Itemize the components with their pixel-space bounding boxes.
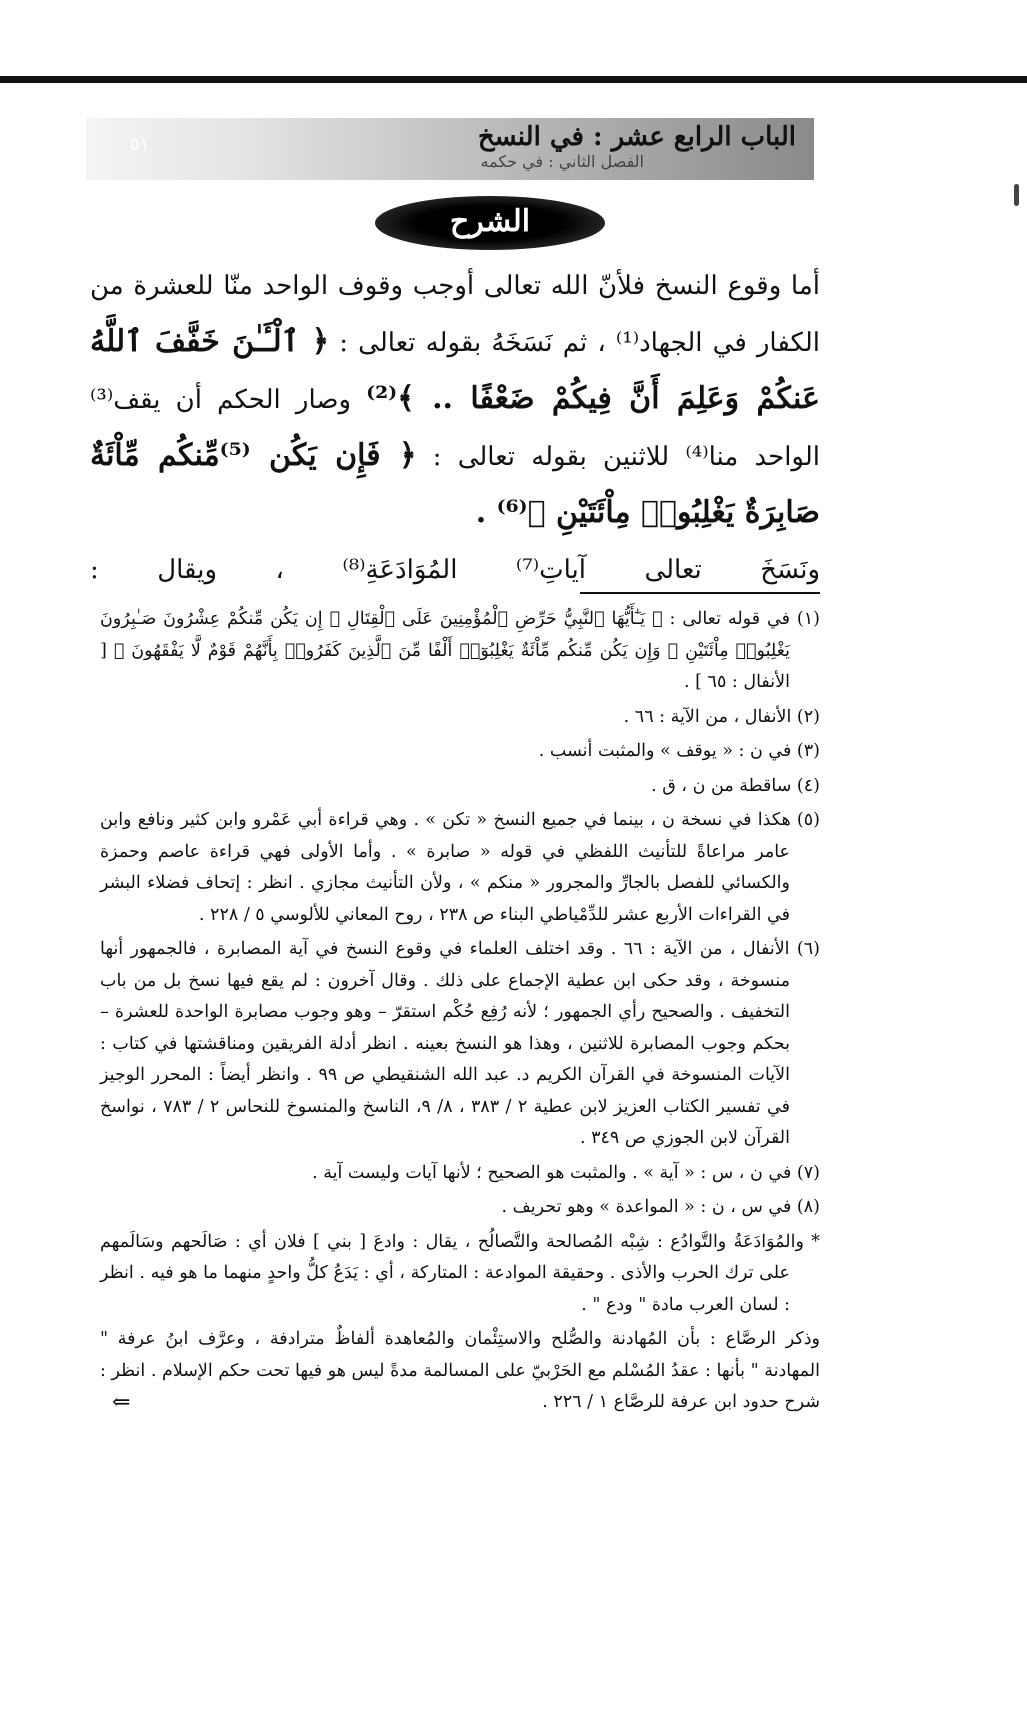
footnote-3: (٣) في ن : « يوقف » والمثبت أنسب . bbox=[538, 741, 820, 761]
continue-arrow-icon: ⇐ bbox=[112, 1390, 131, 1415]
section-title: الفصل الثاني : في حكمه bbox=[480, 152, 644, 171]
top-rule bbox=[0, 76, 1027, 83]
paragraph-1 bbox=[90, 258, 820, 542]
footnotes bbox=[100, 604, 820, 1422]
footnote-separator bbox=[580, 592, 820, 594]
footnote-8: (٨) في س ، ن : « المواعدة » وهو تحريف . bbox=[501, 1197, 820, 1217]
footnote-6: (٦) الأنفال ، من الآية : ٦٦ . وقد اختلف العلماء في وقوع النسخ في آية المصابرة ، فالجمهور أنها منسوخة ، وقد حكى ابن عطية الإجماع على ذلك . وقال آخرون : لم يقع فيها نسخ بل من باب التخفيف . والصحيح رأي الجمهور ؛ لأنه رُفِع حُكْم استقرّ – وهو وجوب مصابرة الواحدة للعشرة – بحكم وجوب المصابرة للاثنين ، وهذا هو النسخ بعينه . انظر أدلة الفريقين ومناقشتها في كتاب : الآيات المنسوخة في القرآن الكريم د. عبد الله الشنقيطي ص ٩٩ . وانظر أيضاً : المحرر الوجيز في تفسير الكتاب العزيز لابن عطية ٢ / ٣٨٣ ، ٨/ ٩، الناسخ والمنسوخ للنحاس ٢ / ٧٨٣ ، نواسخ القرآن لابن الجوزي ص ٣٤٩ . bbox=[100, 939, 820, 1148]
footnote-1: (١) في قوله تعالى : ﴿ يَـٰٓأَيُّهَا ٱلنَّبِيُّ حَرِّضِ ٱلْمُؤْمِنِينَ عَلَى ٱلْقِتَالِ ۚ إِن يَكُن مِّنكُمْ عِشْرُونَ صَـٰبِرُونَ يَغْلِبُوا۟ مِاْئَتَيْنِ ۚ وَإِن يَكُن مِّنكُم مِّاْئَةٌ يَغْلِبُوٓا۟ أَلْفًا مِّنَ ٱلَّذِينَ كَفَرُوا۟ بِأَنَّهُمْ قَوْمٌ لَّا يَفْقَهُونَ ﴾ [ الأنفال : ٦٥ ] . bbox=[100, 609, 820, 692]
paragraph-2-text: وصار الحكم أن يقف⁽³⁾ الواحد منا⁽⁴⁾ للاثنين بقوله تعالى : bbox=[90, 385, 820, 472]
main-commentary bbox=[90, 258, 820, 598]
footnote-5: (٥) هكذا في نسخة ن ، بينما في جميع النسخ « تكن » . وهي قراءة أبي عَمْرو وابن كثير ونافع وابن عامر مراعاةً للتأنيث اللفظي في قوله « صابرة » . وأما الأولى فهي قراءة عاصم وحمزة والكسائي للفصل بالجارِّ والمجرور « منكم » ، ولأن التأنيث مجازي . انظر : إتحاف فضلاء البشر في القراءات الأربع عشر للدِّمْياطي البناء ص ٢٣٨ ، روح المعاني للألوسي ٥ / ٢٢٨ . bbox=[100, 810, 820, 925]
footnote-rassa: وذكر الرصَّاع : بأن المُهادنة والصُّلح والاستِئْمان والمُعاهدة ألفاظٌ مترادفة ، وعرَّف ابنُ عرفة " المهادنة " بأنها : عقدُ المُسْلم مع الحَرْبيّ على المسالمة مدةً ليس هو فيها تحت حكم الإسلام . انظر : شرح حدود ابن عرفة للرصَّاع ١ / ٢٢٦ . bbox=[100, 1329, 820, 1412]
chapter-title: الباب الرابع عشر : في النسخ bbox=[477, 122, 796, 152]
footnote-4: (٤) ساقطة من ن ، ق . bbox=[651, 775, 820, 796]
running-header bbox=[86, 118, 814, 180]
page-number: ٥١ bbox=[130, 134, 150, 155]
footnote-7: (٧) في ن ، س : « آية » . والمثبت هو الصحيح ؛ لأنها آيات وليست آية . bbox=[312, 1162, 820, 1183]
footnote-2: (٢) الأنفال ، من الآية : ٦٦ . bbox=[623, 706, 820, 727]
footnote-star-mowada: * والمُوَادَعَةُ والتَّوادُع : شِبْه المُصالحة والتَّصالُح ، يقال : وادعَ [ بني ] فلان أي : صَالَحهم وسَالَمهم على ترك الحرب والأذى . وحقيقة الموادعة : المتاركة ، أي : يَدَعُ كلُّ واحدٍ منهما ما هو فيه . انظر : لسان العرب مادة " ودع " . bbox=[100, 1231, 820, 1315]
paragraph-3: ونَسَخَ تعالى آياتِ⁽⁷⁾ المُوَادَعَةِ⁽⁸⁾ ، ويقال : bbox=[90, 555, 820, 585]
quran-verse-1: ﴿ ٱلْـَٔـٰنَ خَفَّفَ ٱللَّهُ عَنكُمْ وَعَلِمَ أَنَّ فِيكُمْ ضَعْفًا .. ﴾⁽²⁾ bbox=[90, 324, 820, 416]
paragraph-1-text: أما وقوع النسخ فلأنّ الله تعالى أوجب وقوف الواحد منّا للعشرة من الكفار في الجهاد⁽¹⁾ ، ثم نَسَخَهُ بقوله تعالى : bbox=[90, 271, 821, 358]
quran-verse-2: ﴿ فَإِن يَكُن ⁽⁵⁾مِّنكُم مِّاْئَةٌ صَابِرَةٌ يَغْلِبُوا۟ مِاْئَتَيْنِ ﴾⁽⁶⁾ . bbox=[90, 438, 820, 530]
scan-edge-mark bbox=[1014, 184, 1019, 206]
sharh-heading: الشرح bbox=[375, 196, 605, 250]
